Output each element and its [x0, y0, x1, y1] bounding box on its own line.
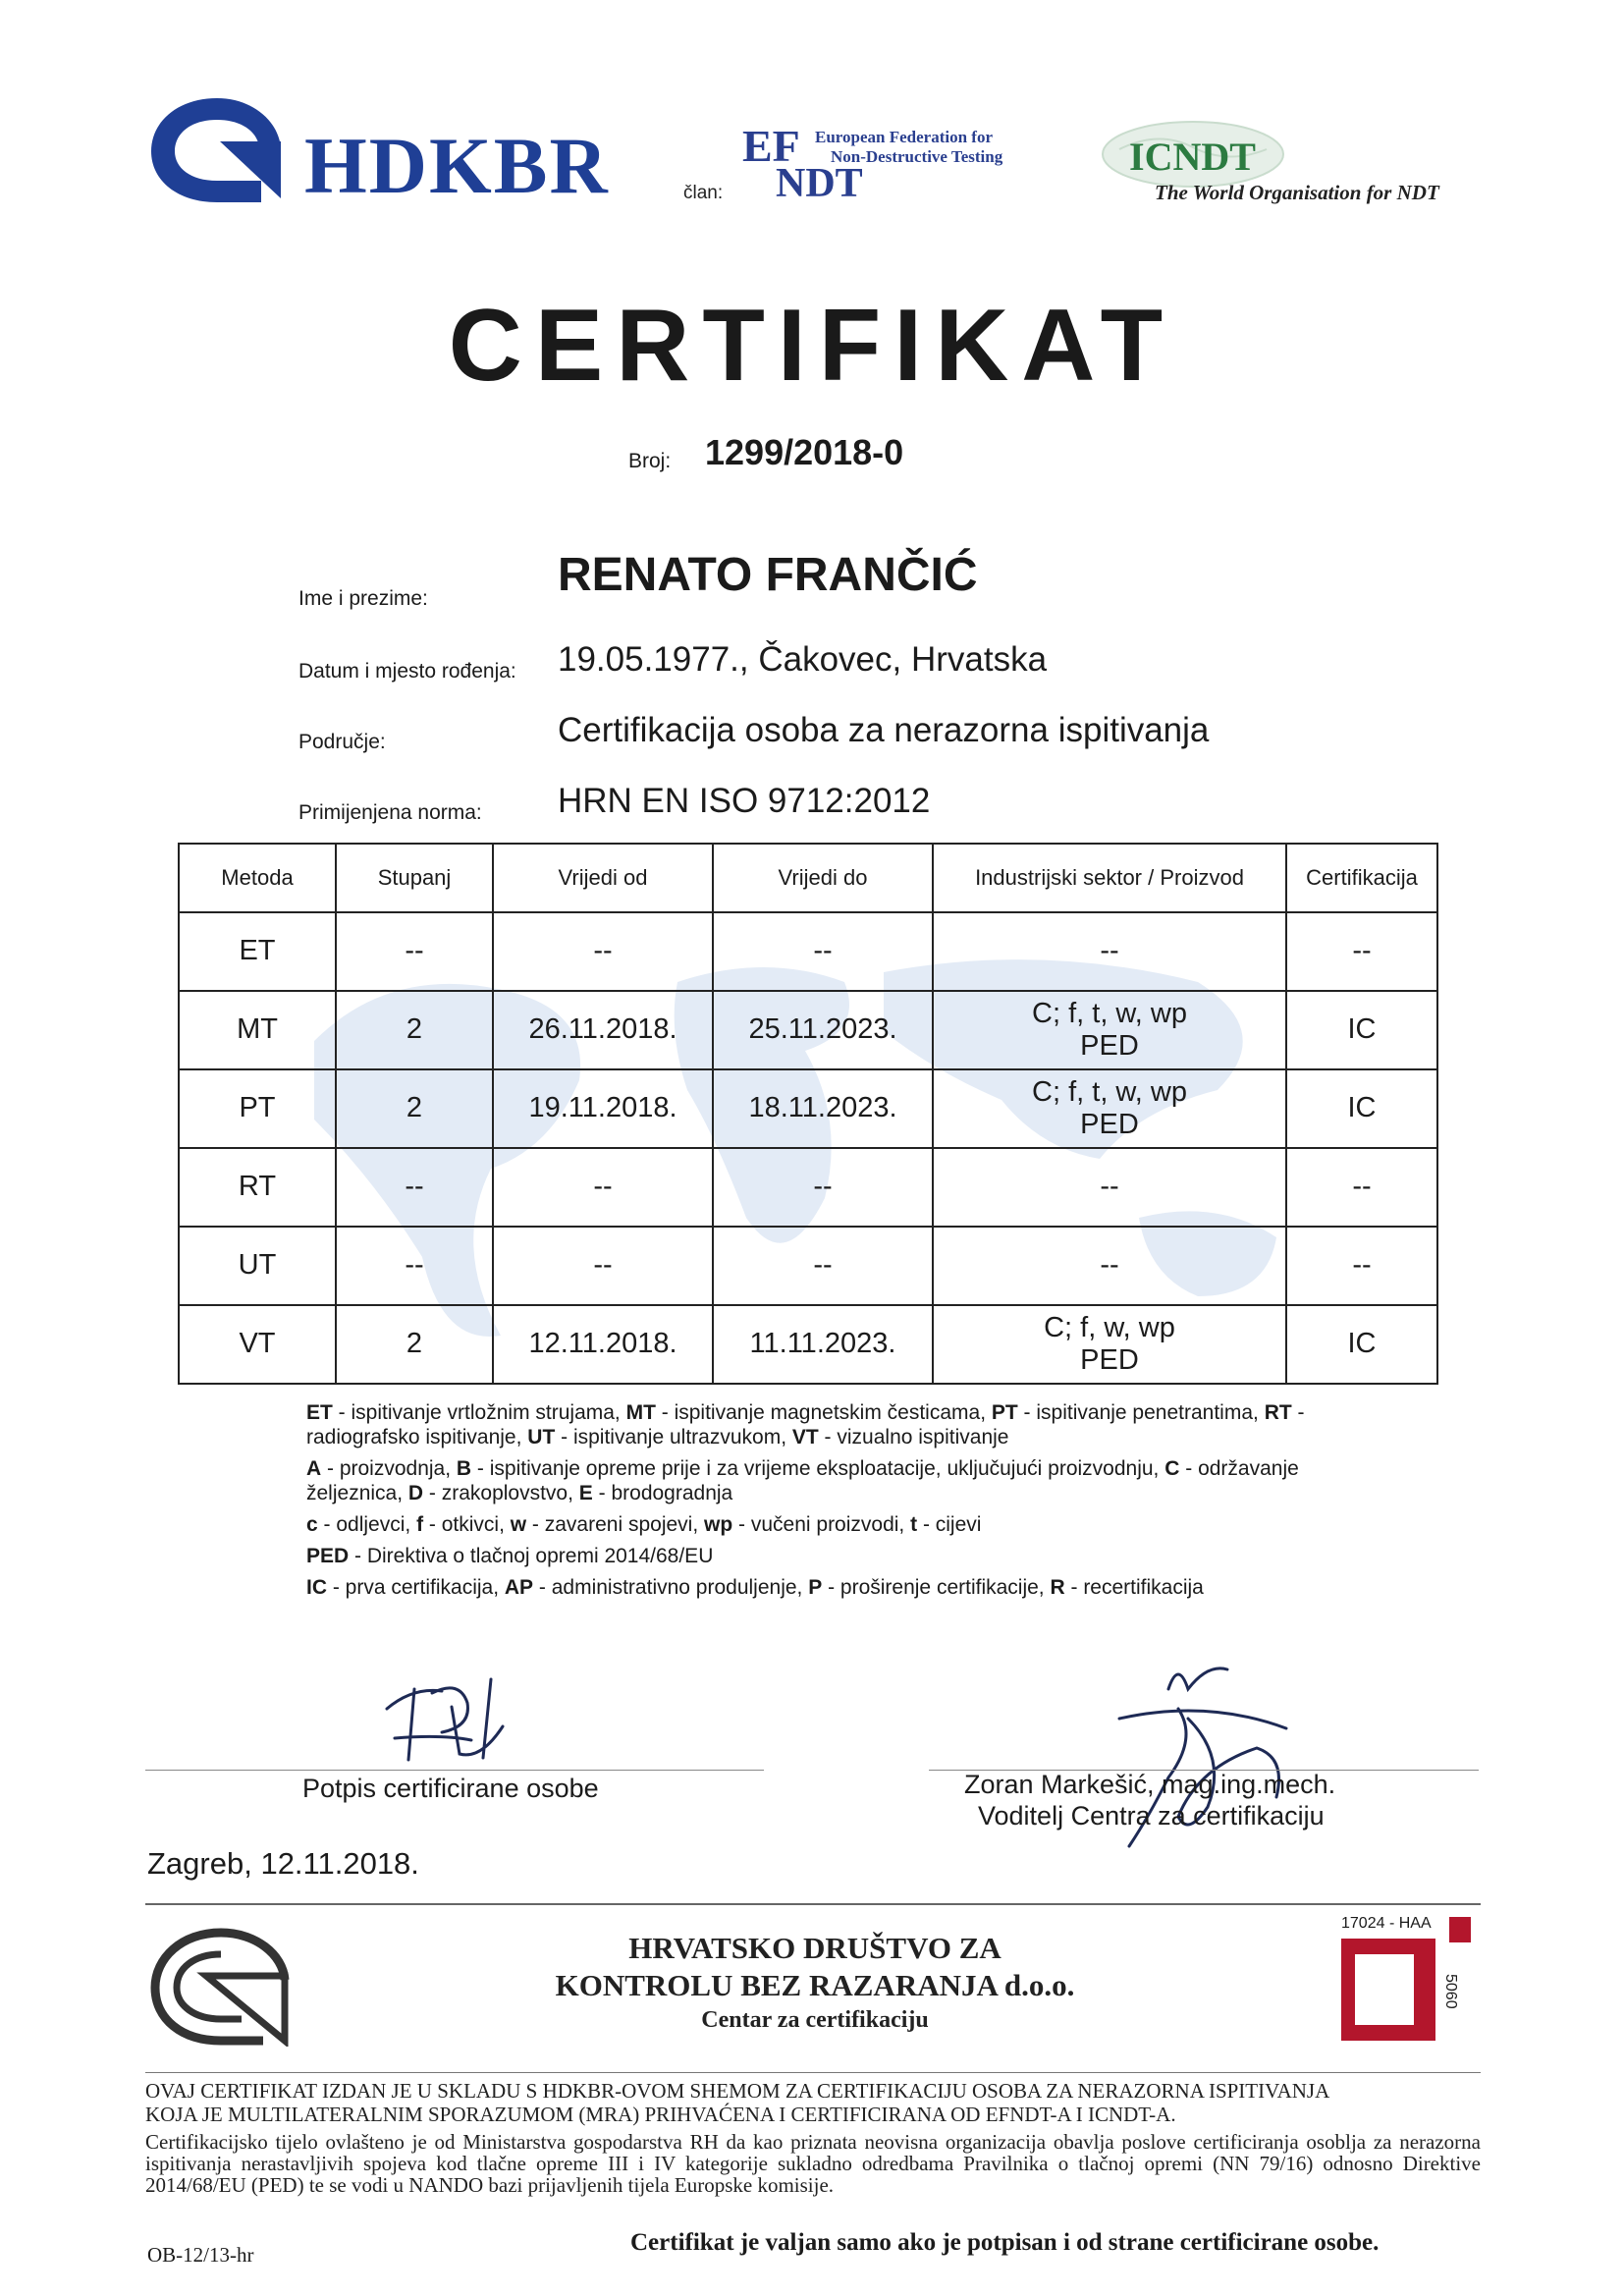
- cell-sector-line1: C; f, w, wp: [1044, 1311, 1175, 1343]
- legend-text: - zrakoplovstvo,: [423, 1482, 579, 1504]
- legend-code: IC: [306, 1576, 327, 1599]
- cell-certification: IC: [1286, 1305, 1437, 1384]
- cell-method: VT: [179, 1305, 336, 1384]
- cell-certification: --: [1286, 1148, 1437, 1227]
- legend-text: - administrativno produljenje,: [533, 1576, 809, 1599]
- cell-valid-to: 25.11.2023.: [713, 991, 933, 1069]
- org-name-line1: HRVATSKO DRUŠTVO ZA: [628, 1931, 1001, 1965]
- authorization-notice: Certifikacijsko tijelo ovlašteno je od Ministarstva gospodarstva RH da kao priznata neovisna organizacija obavlja poslove certificiranja osoblja za nerazorna ispitivanja nerastavljivih spojeva kod tlačne opreme III i IV kategorije sukladno odredbama Pravilnika o tlačnoj opremi (NN 79/16) odnosno Direktive 2014/68/EU (PED) te se vodi u NANDO bazi prijavljenih tijela Europske komisije.: [145, 2130, 1481, 2197]
- accreditation-badge-icon: [1341, 1939, 1435, 2041]
- cell-valid-to: --: [713, 1227, 933, 1305]
- cell-valid-to: 11.11.2023.: [713, 1305, 933, 1384]
- legend-code: c: [306, 1513, 318, 1536]
- table-row: [179, 991, 1437, 1069]
- legend: [306, 1400, 1337, 1607]
- legend-text: - zavareni spojevi,: [526, 1513, 705, 1536]
- cell-sector: [933, 1069, 1286, 1148]
- legend-text: - odljevci,: [317, 1513, 417, 1536]
- legend-text: - otkivci,: [423, 1513, 511, 1536]
- legend-text: - recertifikacija: [1064, 1576, 1204, 1599]
- legend-code: PED: [306, 1545, 350, 1567]
- cell-valid-from: 19.11.2018.: [493, 1069, 713, 1148]
- cell-valid-from: --: [493, 1148, 713, 1227]
- cell-method: UT: [179, 1227, 336, 1305]
- cell-valid-from: --: [493, 912, 713, 991]
- cell-level: --: [336, 1148, 493, 1227]
- holder-signature-line: [145, 1770, 764, 1771]
- legend-code: R: [1050, 1576, 1065, 1599]
- certification-table: [178, 843, 1438, 1385]
- cell-method: PT: [179, 1069, 336, 1148]
- legend-code: t: [910, 1513, 918, 1536]
- cell-sector-line2: PED: [1080, 1030, 1139, 1062]
- cell-valid-from: 12.11.2018.: [493, 1305, 713, 1384]
- cell-valid-to: --: [713, 912, 933, 991]
- legend-ped: [306, 1544, 1337, 1568]
- legend-code: ET: [306, 1401, 333, 1424]
- legend-code: P: [808, 1576, 823, 1599]
- legend-text: - vučeni proizvodi,: [732, 1513, 911, 1536]
- efndt-logo-ndt: NDT: [776, 161, 863, 206]
- manager-name: Zoran Markešić, mag.ing.mech.: [964, 1770, 1336, 1799]
- place-and-date: Zagreb, 12.11.2018.: [147, 1846, 419, 1881]
- legend-text: - ispitivanje ultrazvukom,: [555, 1426, 792, 1449]
- col-header-level: Stupanj: [336, 844, 493, 912]
- legend-sectors: [306, 1456, 1337, 1505]
- org-name-line2: KONTROLU BEZ RAZARANJA d.o.o.: [555, 1968, 1075, 2002]
- member-label: član:: [683, 183, 724, 203]
- cell-certification: --: [1286, 912, 1437, 991]
- legend-text: - ispitivanje magnetskim česticama,: [655, 1401, 992, 1424]
- cell-sector: [933, 912, 1286, 991]
- cell-certification: IC: [1286, 991, 1437, 1069]
- efndt-line1: European Federation for: [815, 128, 994, 146]
- holder-signature: [373, 1669, 520, 1768]
- cell-sector: [933, 991, 1286, 1069]
- area-label: Područje:: [298, 731, 386, 753]
- legend-text: - proširenje certifikacije,: [822, 1576, 1051, 1599]
- legend-code: A: [306, 1457, 322, 1480]
- cell-sector-line1: --: [1100, 1171, 1119, 1203]
- hdkbr-logo-text: HDKBR: [304, 121, 610, 210]
- cell-sector-line2: PED: [1080, 1109, 1139, 1140]
- table-row: [179, 1148, 1437, 1227]
- legend-code: D: [407, 1482, 424, 1504]
- holder-signature-label: Potpis certificirane osobe: [302, 1774, 599, 1803]
- cell-certification: --: [1286, 1227, 1437, 1305]
- cell-certification: IC: [1286, 1069, 1437, 1148]
- legend-text: - brodogradnja: [592, 1482, 733, 1504]
- legend-code: RT: [1264, 1401, 1292, 1424]
- scheme-statement-line2: KOJA JE MULTILATERALNIM SPORAZUMOM (MRA) PRIHVAĆENA I CERTIFICIRANA OD EFNDT-A I ICNDT-A.: [145, 2103, 1176, 2126]
- cell-method: RT: [179, 1148, 336, 1227]
- certificate-number: 1299/2018-0: [705, 432, 904, 472]
- legend-code: E: [578, 1482, 593, 1504]
- col-header-method: Metoda: [179, 844, 336, 912]
- icndt-logo-text: ICNDT: [1129, 135, 1256, 179]
- legend-text: - ispitivanje penetrantima,: [1017, 1401, 1265, 1424]
- scheme-statement-line1: OVAJ CERTIFIKAT IZDAN JE U SKLADU S HDKBR-OVOM SHEMOM ZA CERTIFIKACIJU OSOBA ZA NERAZORNA ISPITIVANJA: [145, 2079, 1330, 2103]
- cell-level: --: [336, 1227, 493, 1305]
- legend-code: f: [416, 1513, 424, 1536]
- table-row: [179, 912, 1437, 991]
- number-label: Broj:: [628, 450, 672, 472]
- accreditation-number: 5060: [1442, 1974, 1459, 2009]
- legend-code: VT: [791, 1426, 819, 1449]
- holder-name: RENATO FRANČIĆ: [558, 549, 978, 601]
- cell-sector-line1: C; f, t, w, wp: [1032, 1075, 1187, 1108]
- legend-cert-types: [306, 1575, 1337, 1600]
- cell-sector: [933, 1227, 1286, 1305]
- legend-text: - cijevi: [917, 1513, 982, 1536]
- cell-sector-line1: --: [1100, 1249, 1119, 1282]
- col-header-valid-from: Vrijedi od: [493, 844, 713, 912]
- table-header-row: [179, 844, 1437, 912]
- legend-text: - Direktiva o tlačnoj opremi 2014/68/EU: [349, 1545, 714, 1567]
- cell-sector-line1: --: [1100, 935, 1119, 967]
- cell-valid-to: 18.11.2023.: [713, 1069, 933, 1148]
- area-value: Certifikacija osoba za nerazorna ispitivanja: [558, 711, 1210, 749]
- validity-note: Certifikat je valjan samo ako je potpisan i od strane certificirane osobe.: [630, 2229, 1380, 2256]
- legend-text: - ispitivanje vrtložnim strujama,: [332, 1401, 626, 1424]
- manager-role: Voditelj Centra za certifikaciju: [978, 1801, 1325, 1831]
- cell-method: ET: [179, 912, 336, 991]
- legend-code: C: [1164, 1457, 1180, 1480]
- table-row: [179, 1305, 1437, 1384]
- cell-sector: [933, 1305, 1286, 1384]
- accreditation-code: 17024 - HAA: [1341, 1915, 1432, 1932]
- cell-level: 2: [336, 1305, 493, 1384]
- col-header-valid-to: Vrijedi do: [713, 844, 933, 912]
- legend-text: - radiografsko ispitivanje,: [306, 1401, 1305, 1449]
- cell-level: 2: [336, 991, 493, 1069]
- accreditation-badge-corner: [1449, 1917, 1471, 1942]
- norm-value: HRN EN ISO 9712:2012: [558, 782, 931, 820]
- legend-code: AP: [504, 1576, 534, 1599]
- birth-value: 19.05.1977., Čakovec, Hrvatska: [558, 640, 1048, 679]
- legend-code: B: [456, 1457, 472, 1480]
- name-label: Ime i prezime:: [298, 587, 428, 610]
- legend-code: w: [510, 1513, 527, 1536]
- cell-sector-line2: PED: [1080, 1344, 1139, 1376]
- legend-text: - održavanje željeznica,: [306, 1457, 1299, 1504]
- cell-sector: [933, 1148, 1286, 1227]
- hdkbr-logo-icon: [143, 90, 291, 206]
- legend-text: - proizvodnja,: [321, 1457, 457, 1480]
- table-row: [179, 1227, 1437, 1305]
- legend-code: MT: [625, 1401, 656, 1424]
- footer-divider-2: [145, 2072, 1481, 2073]
- org-name-line3: Centar za certifikaciju: [701, 2007, 929, 2033]
- cell-valid-from: --: [493, 1227, 713, 1305]
- birth-label: Datum i mjesto rođenja:: [298, 660, 516, 683]
- legend-products: [306, 1512, 1337, 1537]
- legend-text: - prva certifikacija,: [327, 1576, 505, 1599]
- col-header-certification: Certifikacija: [1286, 844, 1437, 912]
- cell-valid-to: --: [713, 1148, 933, 1227]
- norm-label: Primijenjena norma:: [298, 801, 482, 824]
- cell-sector-line1: C; f, t, w, wp: [1032, 997, 1187, 1029]
- legend-code: wp: [704, 1513, 733, 1536]
- form-code: OB-12/13-hr: [147, 2243, 254, 2267]
- legend-methods: [306, 1400, 1337, 1449]
- cell-valid-from: 26.11.2018.: [493, 991, 713, 1069]
- icndt-tagline: The World Organisation for NDT: [1155, 181, 1439, 204]
- footer-divider: [145, 1903, 1481, 1905]
- legend-text: - vizualno ispitivanje: [818, 1426, 1009, 1449]
- cell-level: 2: [336, 1069, 493, 1148]
- col-header-sector: Industrijski sektor / Proizvod: [933, 844, 1286, 912]
- certificate-title: CERTIFIKAT: [448, 289, 1176, 403]
- hdkbr-footer-logo-icon: [147, 1925, 295, 2047]
- legend-code: PT: [991, 1401, 1018, 1424]
- legend-code: UT: [527, 1426, 556, 1449]
- table-row: [179, 1069, 1437, 1148]
- efndt-line2: Non-Destructive Testing: [831, 147, 1003, 166]
- legend-text: - ispitivanje opreme prije i za vrijeme eksploatacije, uključujući proizvodnju,: [471, 1457, 1165, 1480]
- cell-level: --: [336, 912, 493, 991]
- cell-method: MT: [179, 991, 336, 1069]
- efndt-logo-ef: EF: [742, 121, 800, 171]
